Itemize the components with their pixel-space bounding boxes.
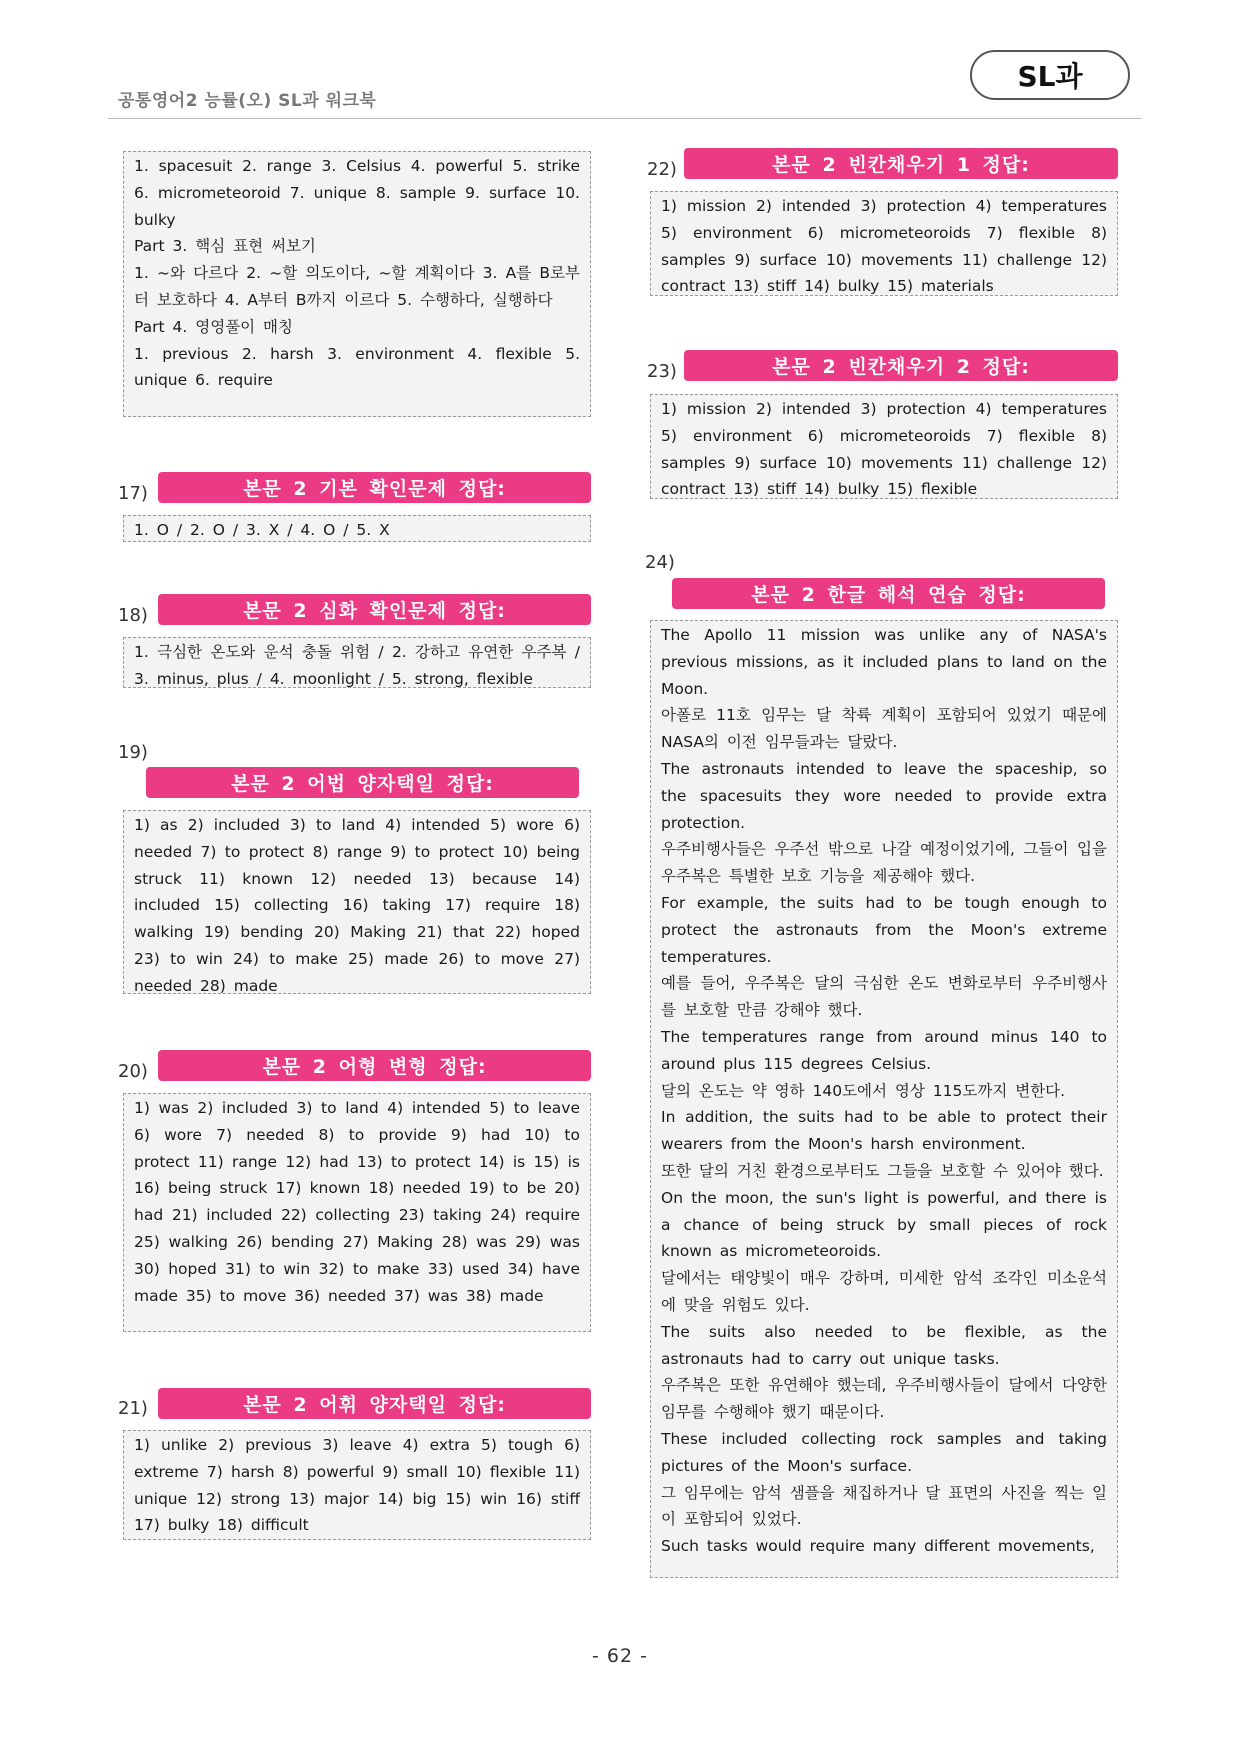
translation-answer-box: [650, 620, 1118, 1578]
expression-answer-line: 1. ~와 다르다 2. ~할 의도이다, ~할 계획이다 3. A를 B로부터 보호하다 4. A부터 B까지 이르다 5. 수행하다, 실행하다: [134, 264, 580, 309]
english-sentence: The Apollo 11 mission was unlike any of NASA's previous missions, as it included plans to land on the Moon.: [661, 626, 1107, 698]
english-sentence: In addition, the suits had to be able to protect their wearers from the Moon's harsh environment.: [661, 1108, 1107, 1154]
answer-text: 1) was 2) included 3) to land 4) intended 5) to leave 6) wore 7) needed 8) to provide 9) had 10) to protect 11) range 12) had 13) to protect 14) is 15) is 16) being struck 17) known 18) needed 19) to be 20) had 21) included 22) collecting 23) taking 24) require 25) walking 26) bending 27) Making 28) was 29) was 30) hoped 31) to win 32) to make 33) used 34) have made 35) to move 36) needed 37) was 38) made: [134, 1099, 580, 1305]
answer-box: [123, 637, 591, 688]
answer-text: 1) mission 2) intended 3) protection 4) temperatures 5) environment 6) micrometeoroids 7) flexible 8) samples 9) surface 10) movements 11) challenge 12) contract 13) stiff 14) bulky 15) materials: [661, 197, 1107, 296]
answer-box: [123, 515, 591, 542]
section-banner: 본문 2 어휘 양자택일 정답:: [158, 1388, 591, 1419]
answer-text: 1) mission 2) intended 3) protection 4) temperatures 5) environment 6) micrometeoroids 7) flexible 8) samples 9) surface 10) movements 11) challenge 12) contract 13) stiff 14) bulky 15) flexible: [661, 400, 1107, 499]
matching-answer-line: 1. previous 2. harsh 3. environment 4. flexible 5. unique 6. require: [134, 344, 580, 390]
answer-text: 1. O / 2. O / 3. X / 4. O / 5. X: [134, 521, 390, 539]
section-banner: 본문 2 한글 해석 연습 정답:: [672, 578, 1105, 609]
section-banner: 본문 2 심화 확인문제 정답:: [158, 594, 591, 625]
answer-text: 1) unlike 2) previous 3) leave 4) extra 5) tough 6) extreme 7) harsh 8) powerful 9) small 10) flexible 11) unique 12) strong 13) major 14) big 15) win 16) stiff 17) bulky 18) difficult: [134, 1436, 580, 1535]
answer-box: [123, 1430, 591, 1540]
answer-box: [123, 1093, 591, 1332]
answer-box: [650, 394, 1118, 499]
korean-translation: 예를 들어, 우주복은 달의 극심한 온도 변화로부터 우주비행사를 보호할 만큼 강해야 했다.: [661, 974, 1107, 1020]
section-banner: 본문 2 어법 양자택일 정답:: [146, 767, 579, 798]
korean-translation: 우주비행사들은 우주선 밖으로 나갈 예정이었기에, 그들이 입을 우주복은 특별한 보호 기능을 제공해야 했다.: [661, 840, 1107, 886]
question-number: 19): [118, 742, 148, 763]
question-number: 22): [647, 159, 677, 180]
part-heading: Part 3. 핵심 표현 써보기: [134, 237, 316, 256]
korean-translation: 그 임무에는 암석 샘플을 채집하거나 달 표면의 사진을 찍는 일이 포함되어 있었다.: [661, 1483, 1107, 1529]
question-number: 17): [118, 483, 148, 504]
english-sentence: The temperatures range from around minus 140 to around plus 115 degrees Celsius.: [661, 1027, 1107, 1073]
answer-text: 1. 극심한 온도와 운석 충돌 위험 / 2. 강하고 유연한 우주복 / 3. minus, plus / 4. moonlight / 5. strong, flexible: [134, 643, 580, 688]
english-sentence: Such tasks would require many different movements,: [661, 1537, 1095, 1556]
question-number: 18): [118, 605, 148, 626]
english-sentence: These included collecting rock samples and taking pictures of the Moon's surface.: [661, 1429, 1107, 1475]
korean-translation: 아폴로 11호 임무는 달 착륙 계획이 포함되어 있었기 때문에 NASA의 이전 임무들과는 달랐다.: [661, 706, 1107, 752]
answer-box: [650, 191, 1118, 296]
section-banner: 본문 2 빈칸채우기 2 정답:: [684, 350, 1118, 381]
vocab-answer-line: 1. spacesuit 2. range 3. Celsius 4. powerful 5. strike 6. micrometeoroid 7. unique 8. sample 9. surface 10. bulky: [134, 157, 580, 229]
korean-translation: 달의 온도는 약 영하 140도에서 영상 115도까지 변한다.: [661, 1081, 1066, 1100]
question-number: 24): [645, 552, 675, 573]
part-heading: Part 4. 영영풀이 매칭: [134, 317, 294, 336]
unit-badge: SL과: [970, 50, 1130, 100]
english-sentence: The suits also needed to be flexible, as the astronauts had to carry out unique tasks.: [661, 1322, 1107, 1368]
english-sentence: On the moon, the sun's light is powerful, and there is a chance of being struck by small pieces of rock known as micrometeoroids.: [661, 1188, 1107, 1261]
question-number: 23): [647, 361, 677, 382]
document-header-title: 공통영어2 능률(오) SL과 워크북: [118, 91, 377, 111]
english-sentence: The astronauts intended to leave the spaceship, so the spacesuits they wore needed to provide extra protection.: [661, 759, 1107, 832]
section-banner: 본문 2 기본 확인문제 정답:: [158, 472, 591, 503]
answer-box: [123, 810, 591, 994]
answer-text: 1) as 2) included 3) to land 4) intended 5) wore 6) needed 7) to protect 8) range 9) to protect 10) being struck 11) known 12) needed 13) because 14) included 15) collecting 16) taking 17) require 18) walking 19) bending 20) Making 21) that 22) hoped 23) to win 24) to make 25) made 26) to move 27) needed 28) made: [134, 816, 580, 995]
korean-translation: 또한 달의 거친 환경으로부터도 그들을 보호할 수 있어야 했다.: [661, 1161, 1104, 1180]
english-sentence: For example, the suits had to be tough enough to protect the astronauts from the Moon's extreme temperatures.: [661, 893, 1107, 966]
question-number: 20): [118, 1061, 148, 1082]
question-number: 21): [118, 1398, 148, 1419]
section-banner: 본문 2 빈칸채우기 1 정답:: [684, 148, 1118, 179]
korean-translation: 우주복은 또한 유연해야 했는데, 우주비행사들이 달에서 다양한 임무를 수행해야 했기 때문이다.: [661, 1376, 1107, 1422]
korean-translation: 달에서는 태양빛이 매우 강하며, 미세한 암석 조각인 미소운석에 맞을 위험도 있다.: [661, 1269, 1107, 1314]
page-number: - 62 -: [592, 1645, 648, 1667]
section-banner: 본문 2 어형 변형 정답:: [158, 1050, 591, 1081]
vocabulary-answer-box: [123, 151, 591, 417]
header-divider: [108, 118, 1142, 119]
